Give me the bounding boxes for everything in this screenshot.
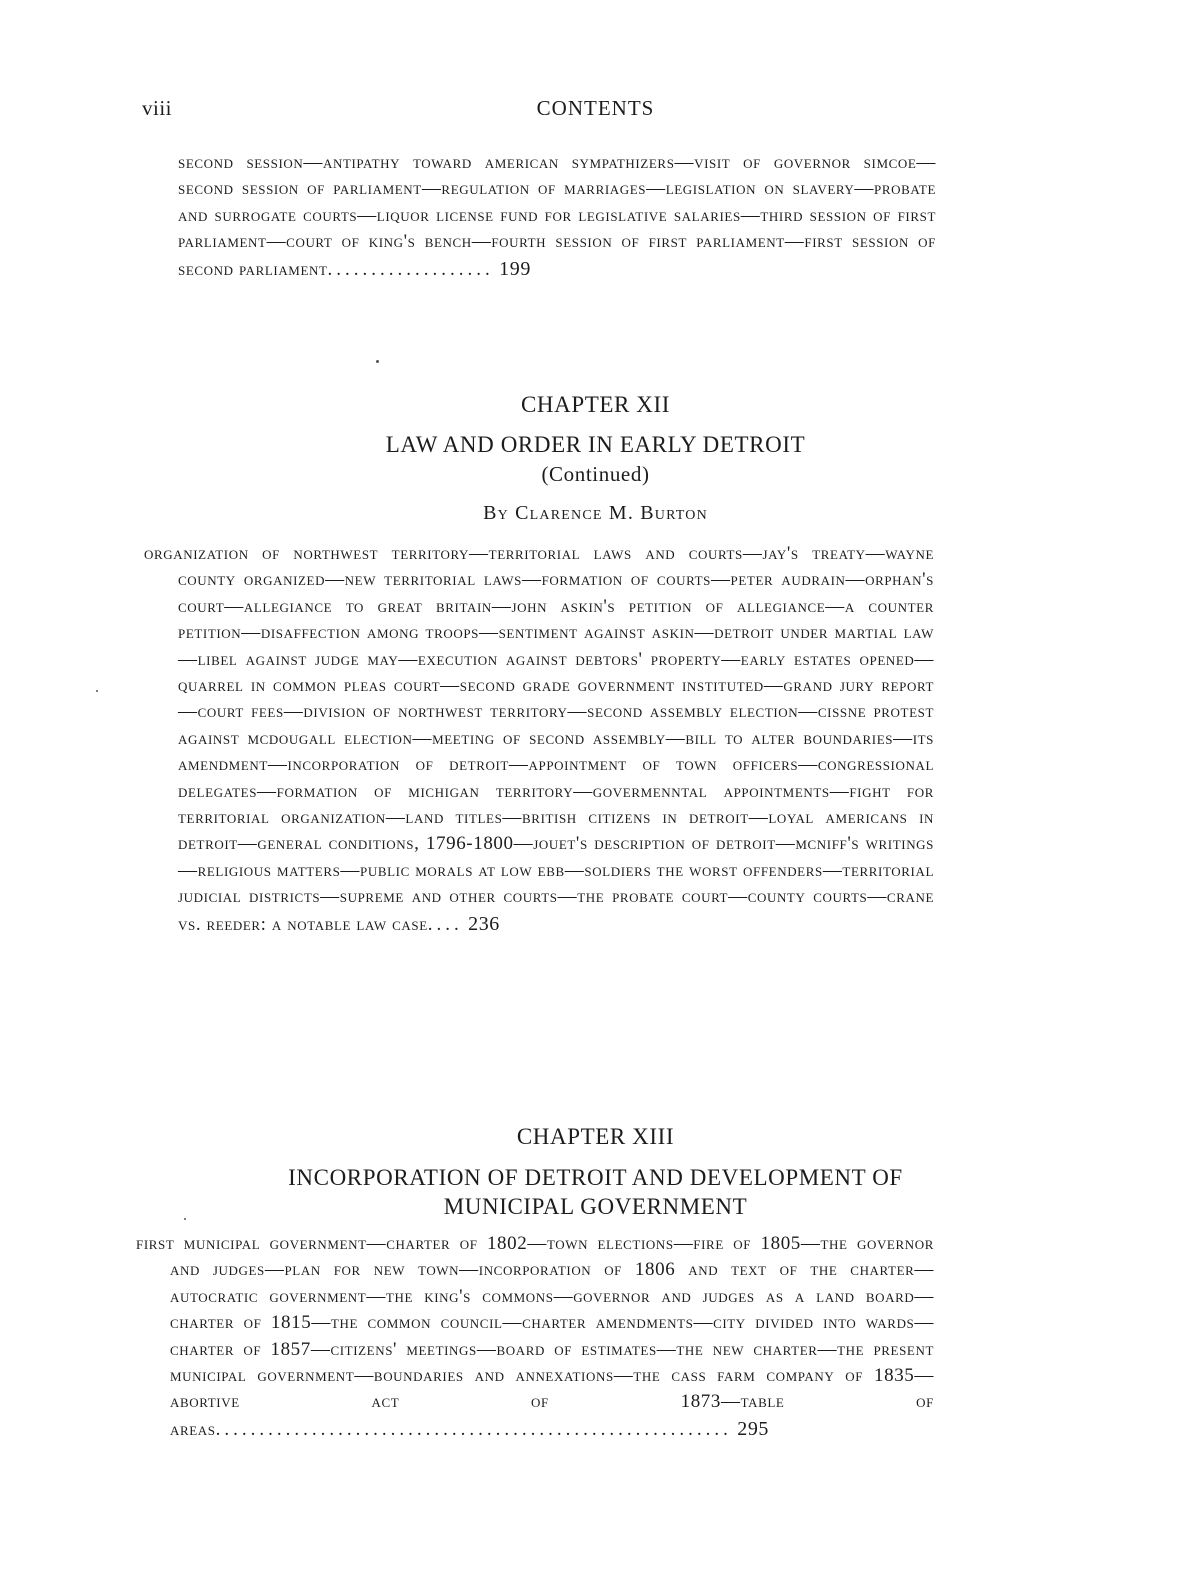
page-reference: 199 [499,257,531,280]
contents-entry-text: second session—antipathy toward american sympathizers—visit of governor simcoe—second session of parliament—regulation of marriages—legislation on slavery—probate and surrogate courts—liquor license fund for legislative salaries—third session of first parliament—court of king's bench—fourth session of first parliament—first session of second parliament [178,152,936,280]
page-reference: 295 [737,1417,770,1440]
contents-entry-text: organization of northwest territory—territorial laws and courts—jay's treaty—wayne county organized—new territorial laws—formation of courts—peter audrain—orphan's court—allegiance to great britain—john askin's petition of allegiance—a counter petition—disaffection among troops—sentiment against askin—detroit under martial law—libel against judge may—execution against debtors' property—early estates opened—quarrel in common pleas court—second grade government instituted—grand jury report—court fees—division of northwest territory—second assembly election—cissne protest against mcdougall election—meeting of second assembly—bill to alter boundaries—its amendment—incorporation of detroit—appointment of town officers—congressional delegates—formation of michigan territory—govermenntal appointments—fight for territorial organization—land titles—british citizens in detroit—loyal americans in detroit—general conditions, 1796-1800—jouet's description of detroit—mcniff's writings—religious matters—public morals at low ebb—soldiers the worst offenders—territorial judicial districts—supreme and other courts—the probate court—county courts—crane vs. reeder: a notable law case [144,543,934,935]
dot-leader: ................... [327,258,494,280]
chapter-xiii-title-line2: MUNICIPAL GOVERNMENT [443,1194,748,1219]
running-head: CONTENTS [536,96,655,120]
page-reference: 236 [468,912,500,935]
chapter-xiii-heading: CHAPTER XIII [516,1124,675,1149]
chapter-xii-heading: CHAPTER XII [520,392,671,417]
dot-leader: ........................................................... [215,1418,732,1440]
chapter-xii-author: By Clarence M. Burton [483,502,708,524]
contents-entry-text: first municipal government—charter of 1802—town elections—fire of 1805—the governor and judges—plan for new town—incorporation of 1806 and text of the charter—autocratic government—the king's commons—governor and judges as a land board—charter of 1815—the common council—charter amendments—city divided into wards—charter of 1857—citizens' meetings—board of estimates—the new charter—the present municipal government—boundaries and annexations—the cass farm company of 1835—abortive act of 1873—table of areas [136,1233,934,1440]
print-speck [96,690,98,692]
dot-leader: .... [427,913,463,935]
chapter-xi-continuation [178,150,936,283]
print-speck [184,1218,186,1220]
chapter-xiii-contents [136,1231,934,1443]
chapter-xii-title: LAW AND ORDER IN EARLY DETROIT [385,432,806,457]
print-speck [376,360,379,363]
chapter-xii-contents [144,541,934,938]
chapter-xii-subtitle: (Continued) [541,462,650,486]
page-number: viii [142,96,173,120]
chapter-xiii-title-line1: INCORPORATION OF DETROIT AND DEVELOPMENT OF [288,1165,903,1190]
